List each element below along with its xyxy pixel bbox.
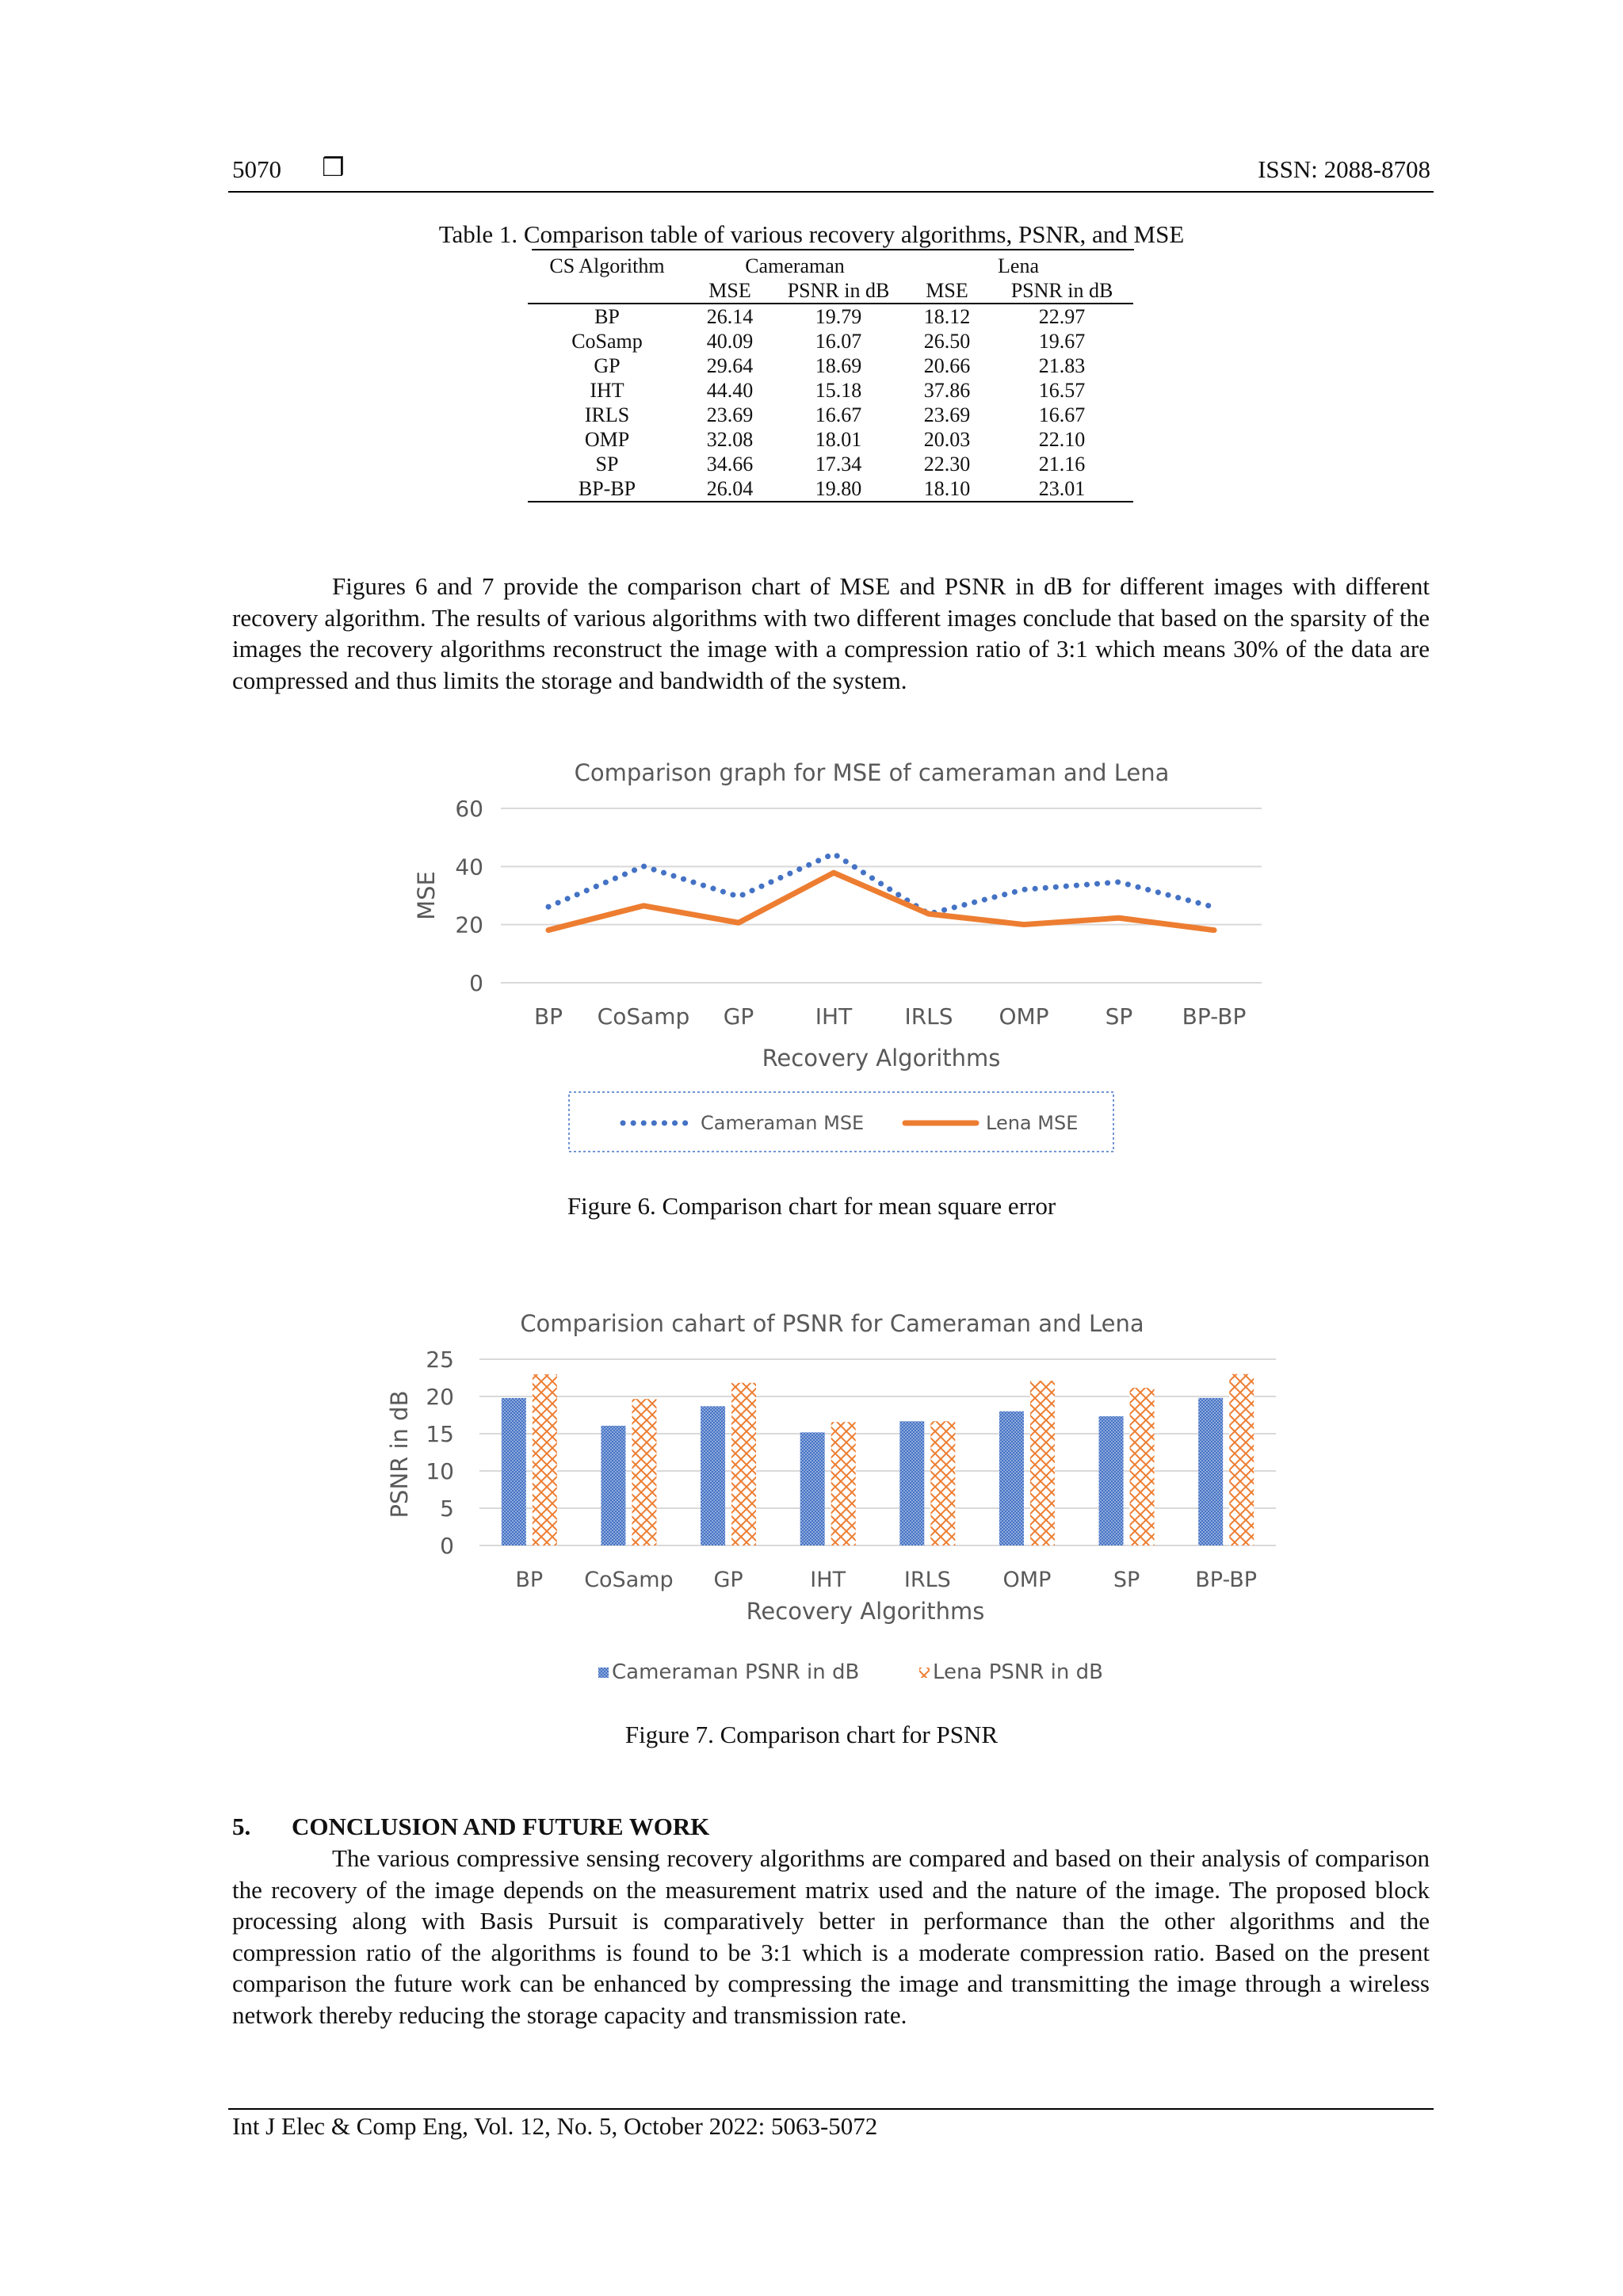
bar-cameraman <box>1099 1416 1124 1545</box>
x-tick-label: GP <box>713 1568 743 1592</box>
x-tick-label: SP <box>1105 1003 1133 1030</box>
bar-lena <box>632 1399 656 1545</box>
x-axis-label: Recovery Algorithms <box>762 1045 1001 1072</box>
x-tick-label: OMP <box>1002 1568 1052 1592</box>
y-tick-label: 60 <box>455 796 483 822</box>
bar-cameraman <box>601 1426 625 1545</box>
figure7-caption: Figure 7. Comparison chart for PSNR <box>624 1721 999 1748</box>
x-tick-label: OMP <box>999 1003 1049 1030</box>
x-tick-label: BP-BP <box>1195 1568 1258 1592</box>
table-header-row <box>528 254 1133 278</box>
x-tick-label: BP-BP <box>1182 1003 1247 1030</box>
legend-label: Cameraman MSE <box>701 1112 865 1134</box>
table-row: IRLS 23.69 16.67 23.69 16.67 <box>584 403 1086 426</box>
bar-lena <box>1130 1388 1155 1545</box>
table-row: SP 34.66 17.34 22.30 21.16 <box>595 453 1086 476</box>
mse-line-chart <box>380 745 1284 1173</box>
y-tick-label: 20 <box>426 1384 454 1410</box>
table-row: IHT 44.40 15.18 37.86 16.57 <box>590 379 1086 402</box>
bar-cameraman <box>502 1398 526 1545</box>
table-subheader-row <box>528 278 1133 304</box>
table-caption: Table 1. Comparison table of various recovery algorithms, PSNR, and MSE <box>438 220 1185 248</box>
x-tick-label: BP <box>515 1568 544 1592</box>
bar-cameraman <box>1198 1398 1223 1545</box>
comparison-table <box>528 254 1133 502</box>
table-row: BP-BP 26.04 19.80 18.10 23.01 <box>528 476 1133 502</box>
x-tick-label: CoSamp <box>597 1003 690 1030</box>
bar-lena <box>1229 1374 1254 1545</box>
legend-swatch-0 <box>598 1668 609 1678</box>
x-axis-label: Recovery Algorithms <box>746 1598 985 1625</box>
issn: ISSN: 2088-8708 <box>1258 155 1430 183</box>
box-symbol-icon: ❒ <box>322 152 345 182</box>
body-paragraph-1: Figures 6 and 7 provide the comparison chart of MSE and PSNR in dB for different images with different recovery algorithm. The results of various algorithms with two different images conclude that based on the sparsity of the images the recovery algorithms reconstruct the image with a compression ratio of 3:1 which means 30% of the data are compressed and thus limits the storage and bandwidth of the system. <box>232 572 1430 694</box>
x-tick-label: BP <box>533 1003 563 1030</box>
bar-cameraman <box>899 1421 924 1545</box>
legend-label: Cameraman PSNR in dB <box>612 1660 860 1684</box>
x-tick-label: IRLS <box>903 1568 951 1592</box>
y-tick-label: 5 <box>440 1496 454 1522</box>
y-tick-label: 40 <box>455 854 483 881</box>
bar-lena <box>831 1422 856 1545</box>
x-tick-label: GP <box>723 1003 754 1030</box>
subheader-psnr: PSNR in dB <box>787 279 890 302</box>
y-tick-label: 10 <box>426 1458 454 1484</box>
body-paragraph-2: The various compressive sensing recovery algorithms are compared and based on their analysis of comparison the recovery of the image depends on the measurement matrix used and the nature of the image. The proposed block processing along with Basis Pursuit is comparatively better in performance than the other algorithms and the compression ratio of the algorithms is found to be 3:1 which is a moderate compression ratio. Based on the present comparison the future work can be enhanced by compressing the image and transmitting the image through a wireless network thereby reducing the storage capacity and transmission rate. <box>232 1844 1430 2029</box>
table-row: GP 29.64 18.69 20.66 21.83 <box>594 354 1086 377</box>
y-tick-label: 0 <box>440 1533 454 1559</box>
legend-label: Lena MSE <box>986 1112 1079 1134</box>
figure6-caption: Figure 6. Comparison chart for mean square error <box>567 1192 1056 1220</box>
bar-lena <box>533 1374 557 1545</box>
table-row: CoSamp 40.09 16.07 26.50 19.67 <box>571 330 1086 353</box>
table-row: OMP 32.08 18.01 20.03 22.10 <box>584 428 1086 451</box>
chart-title: Comparison graph for MSE of cameraman and Lena <box>574 759 1170 786</box>
y-tick-label: 15 <box>426 1421 454 1447</box>
chart-title: Comparision cahart of PSNR for Cameraman and Lena <box>520 1310 1144 1337</box>
bar-cameraman <box>701 1406 725 1545</box>
y-tick-label: 25 <box>426 1347 454 1373</box>
section-heading <box>232 1813 709 1841</box>
table-top-rule <box>532 249 1134 250</box>
table-row: BP 26.14 19.79 18.12 22.97 <box>594 305 1086 328</box>
x-tick-label: SP <box>1113 1568 1140 1592</box>
y-tick-label: 20 <box>455 911 483 938</box>
y-axis-label: PSNR in dB <box>386 1390 413 1519</box>
legend-swatch-1 <box>919 1668 930 1678</box>
x-tick-label: IHT <box>810 1568 846 1592</box>
subheader-mse: MSE <box>926 279 968 302</box>
footer-rule <box>228 2108 1434 2110</box>
header-rule <box>228 191 1434 193</box>
x-tick-label: CoSamp <box>584 1568 674 1592</box>
bar-cameraman <box>800 1432 825 1545</box>
header-lena: Lena <box>998 254 1039 277</box>
bar-lena <box>930 1421 955 1545</box>
subheader-mse: MSE <box>708 279 751 302</box>
x-tick-label: IRLS <box>904 1003 953 1030</box>
page-number: 5070 <box>232 155 281 183</box>
y-tick-label: 0 <box>469 970 483 996</box>
y-axis-label: MSE <box>413 871 440 920</box>
psnr-bar-chart <box>380 1276 1284 1688</box>
subheader-psnr: PSNR in dB <box>1010 279 1113 302</box>
bar-lena <box>1030 1381 1055 1545</box>
legend-label: Lena PSNR in dB <box>933 1660 1103 1684</box>
header-algorithm: CS Algorithm <box>549 254 665 277</box>
bar-cameraman <box>999 1412 1024 1545</box>
section-number: 5. <box>232 1813 251 1840</box>
footer-citation: Int J Elec & Comp Eng, Vol. 12, No. 5, October 2022: 5063-5072 <box>232 2112 878 2140</box>
header-cameraman: Cameraman <box>745 254 845 277</box>
bar-lena <box>731 1383 756 1545</box>
section-title: CONCLUSION AND FUTURE WORK <box>292 1813 710 1840</box>
x-tick-label: IHT <box>815 1003 853 1030</box>
